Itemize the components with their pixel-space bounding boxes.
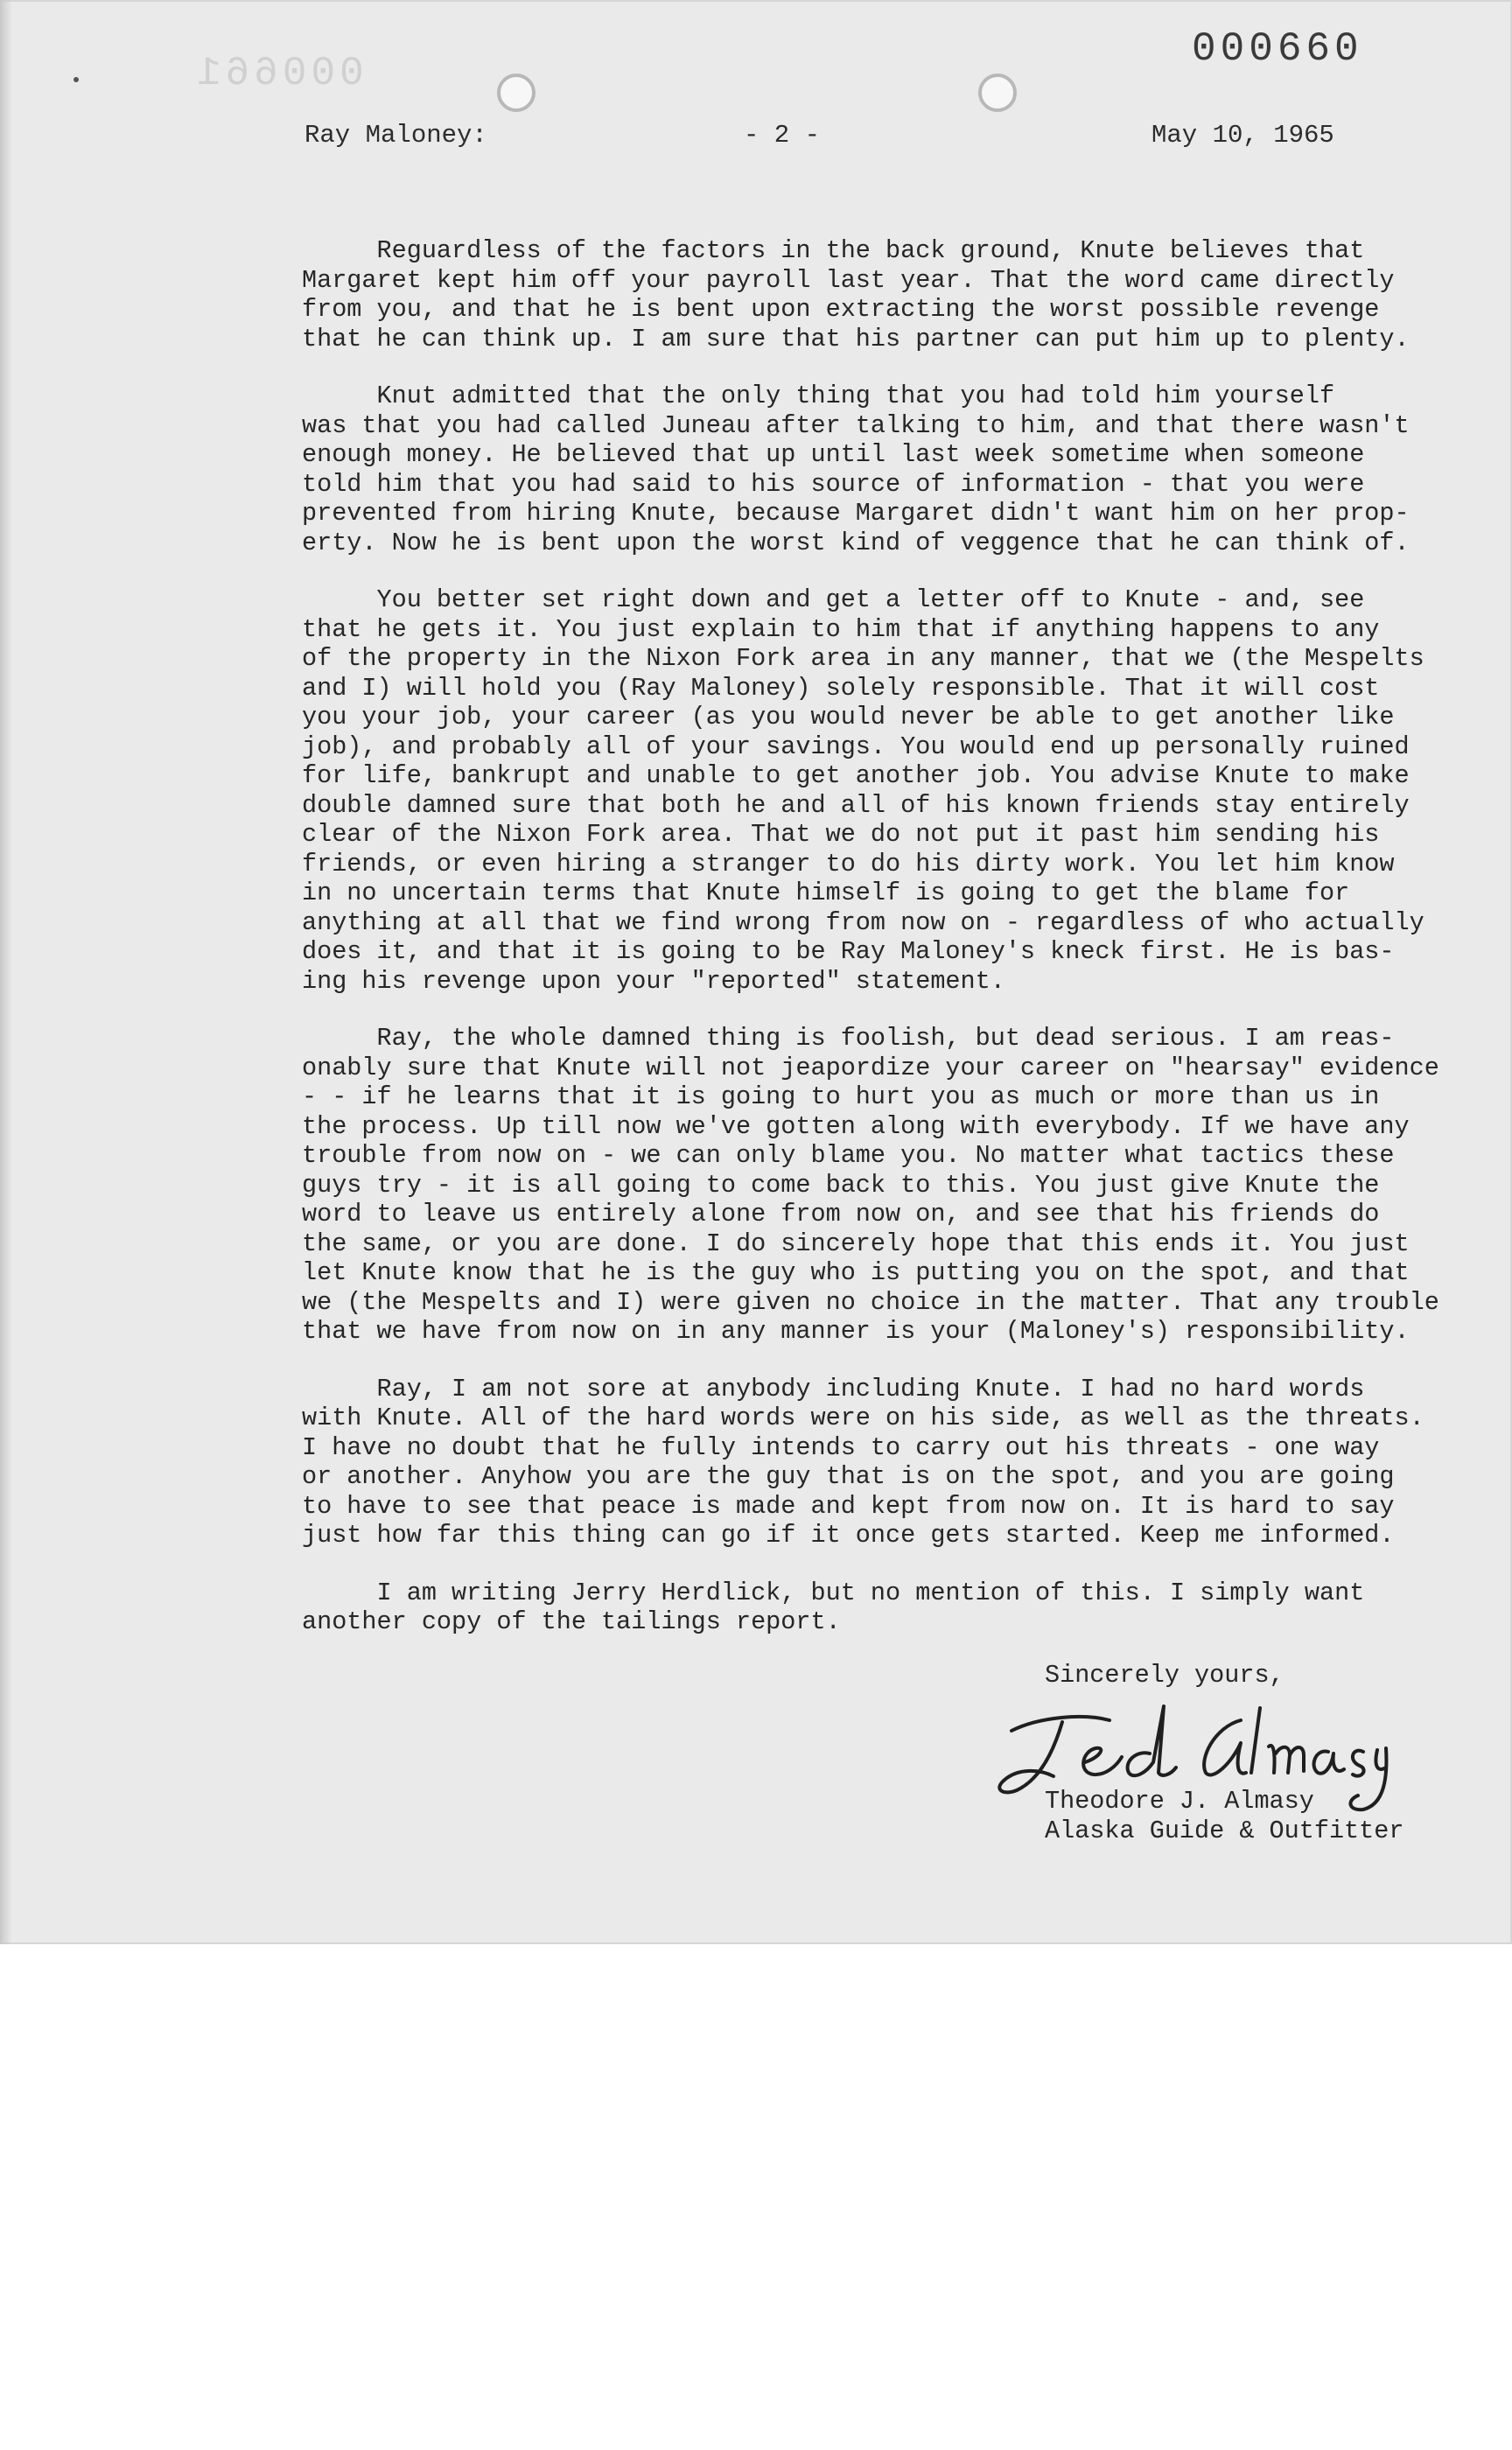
signer-title: Alaska Guide & Outfitter [1045,1816,1404,1845]
paragraph-line: let Knute know that he is the guy who is putting you on the spot, and that [302,1258,1410,1287]
paragraph-line: erty. Now he is bent upon the worst kind of veggence that he can think of. [302,528,1410,557]
paragraph-line: to have to see that peace is made and kept from now on. It is hard to say [302,1491,1395,1521]
paragraph-line: enough money. He believed that up until last week sometime when someone [302,440,1365,469]
paragraph-line: with Knute. All of the hard words were on his side, as well as the threats. [302,1404,1424,1432]
paragraph-line: Knut admitted that the only thing that you had told him yourself [302,382,1335,410]
paragraph-line: word to leave us entirely alone from now on, and see that his friends do [302,1200,1380,1228]
paragraph-line: You better set right down and get a letter off to Knute - and, see [302,585,1365,614]
letter-paragraph [302,236,1439,354]
paragraph-line: that he can think up. I am sure that his partner can put him up to plenty. [302,324,1410,354]
paragraph-line: told him that you had said to his source of information - that you were [302,469,1365,499]
signer-block [1045,1787,1404,1845]
paragraph-line: job), and probably all of your savings. You would end up personally ruined [302,732,1410,761]
paragraph-line: Ray, the whole damned thing is foolish, but dead serious. I am reas- [302,1024,1395,1053]
paragraph-line: of the property in the Nixon Fork area in any manner, that we (the Mespelts [302,644,1424,673]
closing-salutation: Sincerely yours, [1045,1661,1284,1690]
letter-body [302,236,1439,1665]
paragraph-line: anything at all that we find wrong from now on - regardless of who actually [302,907,1424,937]
paragraph-line: that we have from now on in any manner is your (Maloney's) responsibility. [302,1317,1410,1346]
punch-hole-left [497,74,536,112]
letter-paragraph [302,1024,1439,1347]
paper-speck [74,77,79,82]
paragraph-line: another copy of the tailings report. [302,1607,841,1636]
paragraph-line: Margaret kept him off your payroll last year. That the word came directly [302,265,1395,295]
paragraph-line: just how far this thing can go if it once gets started. Keep me informed. [302,1521,1395,1550]
paragraph-line: was that you had called Juneau after talking to him, and that there wasn't [302,410,1410,440]
paragraph-line: trouble from now on - we can only blame you. No matter what tactics these [302,1141,1395,1170]
letter-paragraph [302,1375,1439,1550]
paragraph-line: double damned sure that both he and all of his known friends stay entirely [302,790,1410,820]
paragraph-line: or another. Anyhow you are the guy that is on the spot, and you are going [302,1462,1395,1491]
paragraph-line: ing his revenge upon your "reported" statement. [302,966,1005,996]
paragraph-line: that he gets it. You just explain to him that if anything happens to any [302,614,1380,644]
paragraph-line: I am writing Jerry Herdlick, but no mention of this. I simply want [302,1578,1365,1607]
header-page-number: - 2 - [744,121,821,150]
paragraph-line: friends, or even hiring a stranger to do his dirty work. You let him know [302,849,1395,878]
paragraph-line: in no uncertain terms that Knute himself is going to get the blame for [302,878,1350,907]
paragraph-line: and I) will hold you (Ray Maloney) solely responsible. That it will cost [302,673,1380,703]
paragraph-line: from you, and that he is bent upon extracting the worst possible revenge [302,295,1380,324]
paragraph-line: I have no doubt that he fully intends to carry out his threats - one way [302,1432,1380,1462]
signer-name: Theodore J. Almasy [1045,1787,1314,1816]
letter-paragraph [302,1578,1439,1637]
header-date: May 10, 1965 [1152,121,1334,150]
paragraph-line: clear of the Nixon Fork area. That we do not put it past him sending his [302,820,1380,849]
paragraph-line: prevented from hiring Knute, because Margaret didn't want him on her prop- [302,499,1410,528]
punch-hole-right [978,74,1017,112]
paragraph-line: the same, or you are done. I do sincerely hope that this ends it. You just [302,1228,1410,1258]
header-addressee: Ray Maloney: [304,121,487,150]
letter-paragraph [302,382,1439,557]
paragraph-line: - - if he learns that it is going to hurt you as much or more than us in [302,1082,1380,1111]
document-stamp-number: 000660 [1192,26,1363,72]
paragraph-line: onably sure that Knute will not jeapordize your career on "hearsay" evidence [302,1053,1439,1082]
paragraph-line: Ray, I am not sore at anybody including Knute. I had no hard words [302,1374,1365,1404]
paragraph-line: for life, bankrupt and unable to get another job. You advise Knute to make [302,761,1410,790]
bleed-through-stamp: 000661 [192,51,364,96]
paragraph-line: does it, and that it is going to be Ray Maloney's kneck first. He is bas- [302,937,1395,966]
paragraph-line: we (the Mespelts and I) were given no choice in the matter. That any trouble [302,1287,1439,1317]
letter-paragraph [302,585,1439,996]
letter-header [304,121,1334,158]
paragraph-line: Reguardless of the factors in the back ground, Knute believes that [302,236,1365,265]
paragraph-line: you your job, your career (as you would never be able to get another like [302,703,1395,732]
paragraph-line: guys try - it is all going to come back to this. You just give Knute the [302,1170,1380,1200]
paragraph-line: the process. Up till now we've gotten along with everybody. If we have any [302,1111,1410,1141]
page-edge-shadow [0,0,12,1944]
